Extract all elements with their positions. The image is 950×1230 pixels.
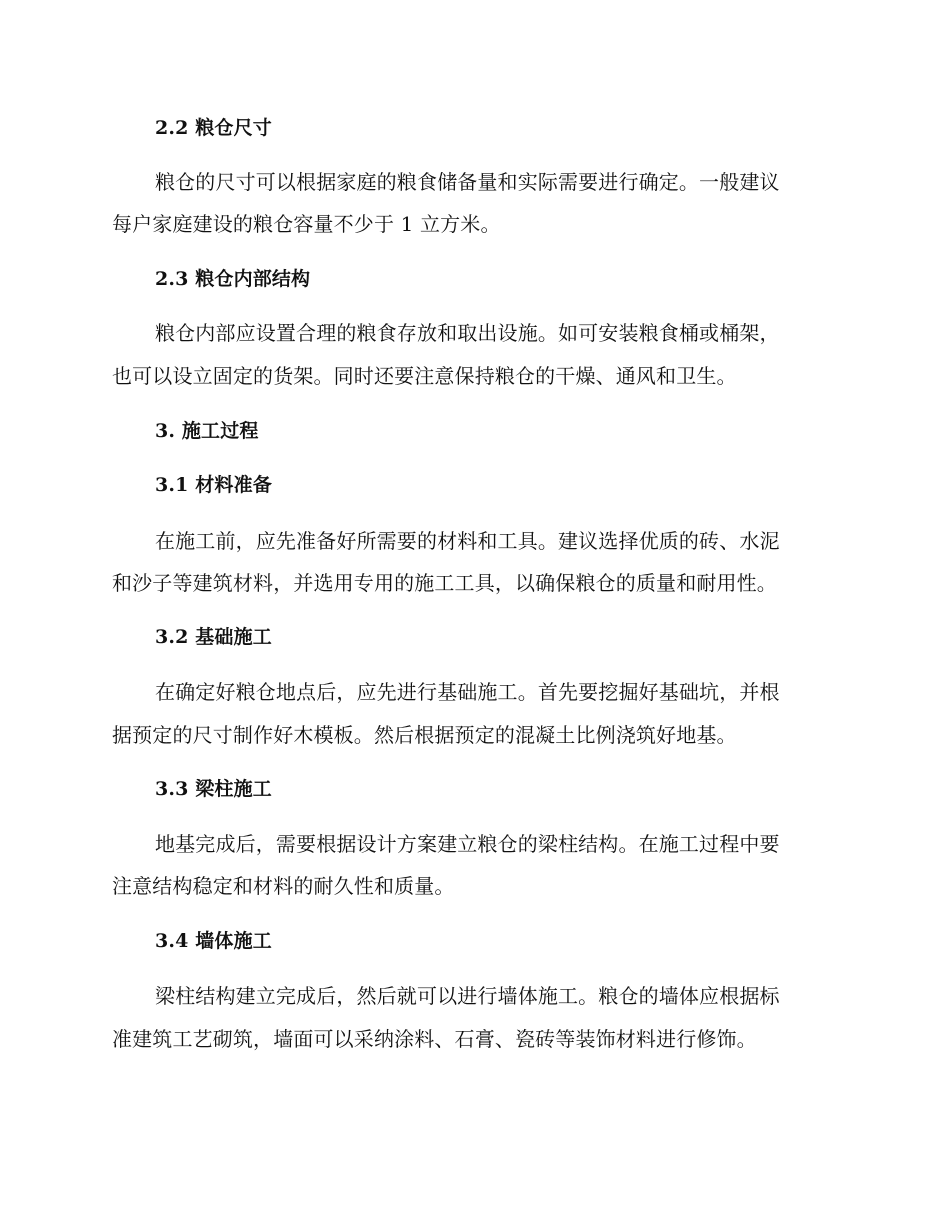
paragraph-line: 准建筑工艺砌筑，墙面可以采纳涂料、石膏、瓷砖等装饰材料进行修饰。: [112, 1027, 757, 1051]
section-heading-2-2: 2.2 粮仓尺寸: [155, 117, 272, 139]
paragraph-line: 粮仓内部应设置合理的粮食存放和取出设施。如可安装粮食桶或桶架，: [155, 321, 780, 345]
paragraph-line: 地基完成后，需要根据设计方案建立粮仓的梁柱结构。在施工过程中要: [155, 832, 780, 856]
paragraph-line: 和沙子等建筑材料，并选用专用的施工工具，以确保粮仓的质量和耐用性。: [112, 571, 777, 595]
section-heading-3-2: 3.2 基础施工: [155, 626, 272, 648]
paragraph-line: 也可以设立固定的货架。同时还要注意保持粮仓的干燥、通风和卫生。: [112, 364, 737, 388]
section-heading-3-1: 3.1 材料准备: [155, 474, 272, 496]
section-heading-3-3: 3.3 梁柱施工: [155, 778, 272, 800]
section-heading-2-3: 2.3 粮仓内部结构: [155, 268, 311, 290]
paragraph-line: 每户家庭建设的粮仓容量不少于 1 立方米。: [112, 212, 501, 236]
paragraph-line: 在确定好粮仓地点后，应先进行基础施工。首先要挖掘好基础坑，并根: [155, 680, 780, 704]
section-heading-3: 3. 施工过程: [155, 420, 259, 442]
paragraph-line: 梁柱结构建立完成后，然后就可以进行墙体施工。粮仓的墙体应根据标: [155, 984, 780, 1008]
section-heading-3-4: 3.4 墙体施工: [155, 930, 272, 952]
paragraph-line: 据预定的尺寸制作好木模板。然后根据预定的混凝土比例浇筑好地基。: [112, 723, 737, 747]
paragraph-line: 在施工前，应先准备好所需要的材料和工具。建议选择优质的砖、水泥: [155, 529, 780, 553]
paragraph-line: 注意结构稳定和材料的耐久性和质量。: [112, 874, 455, 898]
paragraph-line: 粮仓的尺寸可以根据家庭的粮食储备量和实际需要进行确定。一般建议: [155, 170, 780, 194]
